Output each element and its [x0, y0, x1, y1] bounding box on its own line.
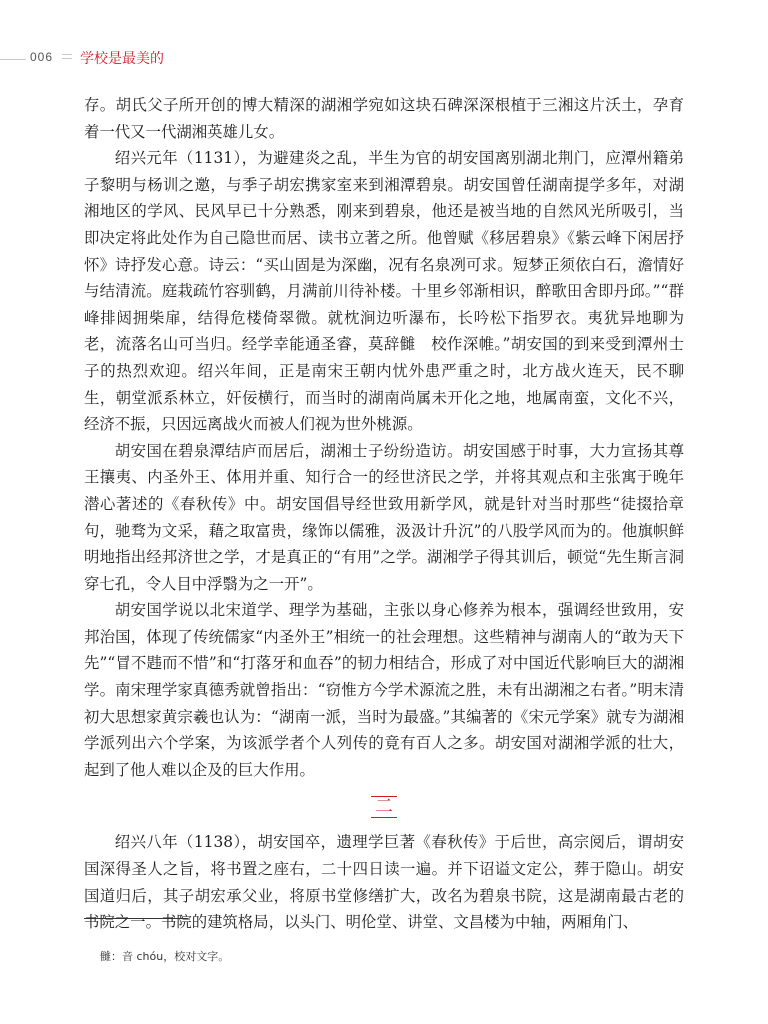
footnote: 雠：音 chóu，校对文字。	[100, 950, 230, 963]
footnote-rule	[84, 918, 188, 919]
running-header	[0, 48, 768, 70]
book-title: 学校是最美的	[80, 51, 164, 67]
header-divider-icon	[62, 54, 72, 64]
section-number	[84, 795, 684, 819]
body-text	[84, 92, 684, 936]
paragraph: 绍兴元年（1131），为避建炎之乱，半生为官的胡安国离别湖北荆门，应潭州籍弟子黎明与杨训之邀，与季子胡宏携家室来到湘潭碧泉。胡安国曾任湖南提学多年，对湖湘地区的学风、民风早已十分熟悉，刚来到碧泉，他还是被当地的自然风光所吸引，当即决定将此处作为自己隐世而居、读书立著之所。他曾赋《移居碧泉》《紫云峰下闲居抒怀》诗抒发心意。诗云：“买山固是为深幽，况有名泉冽可求。短梦正须依白石，澹情好与结清流。庭栽疏竹容驯鹤，月满前川待补楼。十里乡邻渐相识，醉歌田舍即丹邱。”“群峰排闼拥柴扉，结得危楼倚翠微。就枕涧边听瀑布，长吟松下指罗衣。夷犹异地聊为老，流落名山可当归。经学幸能通圣睿，莫辞雠 校作深帷。”胡安国的到来受到潭州士子的热烈欢迎。绍兴年间，正是南宋王朝内忧外患严重之时，北方战火连天，民不聊生，朝堂派系林立，奸佞横行，而当时的湖南尚属未开化之地，地属南蛮，文化不兴，经济不振，只因远离战火而被人们视为世外桃源。	[84, 149, 684, 434]
paragraph: 胡安国在碧泉潭结庐而居后，湖湘士子纷纷造访。胡安国感于时事，大力宣扬其尊王攘夷、内圣外王、体用并重、知行合一的经世济民之学，并将其观点和主张寓于晚年潜心著述的《春秋传》中。胡安国倡导经世致用新学风，就是针对当时那些“徒掇拾章句，驰骛为文采，藉之取富贵，缘饰以儒雅，汲汲计升沉”的八股学风而为的。他旗帜鲜明地指出经邦济世之学，才是真正的“有用”之学。湖湘学子得其训后，顿觉“先生斯言洞穿七孔，令人目中浮翳为之一开”。	[84, 441, 684, 593]
header-rule	[0, 59, 26, 60]
page-number: 006	[30, 50, 54, 64]
paragraph: 存。胡氏父子所开创的博大精深的湖湘学宛如这块石碑深深根植于三湘这片沃土，孕育着一代又一代湖湘英雄儿女。	[84, 96, 684, 141]
paragraph: 胡安国学说以北宋道学、理学为基础，主张以身心修养为根本，强调经世致用，安邦治国，体现了传统儒家“内圣外王”相统一的社会理想。这些精神与湖南人的“敢为天下先”“冒不韪而不惜”和“打落牙和血吞”的韧力相结合，形成了对中国近代影响巨大的湖湘学。南宋理学家真德秀就曾指出：“窃惟方今学术源流之胜，未有出湖湘之右者。”明末清初大思想家黄宗羲也认为：“湖南一派，当时为最盛。”其编著的《宋元学案》就专为湖湘学派列出六个学案，为该派学者个人列传的竟有百人之多。胡安国对湖湘学派的壮大，起到了他人难以企及的巨大作用。	[84, 601, 684, 779]
section-number-label: 二	[371, 796, 397, 818]
paragraph: 绍兴八年（1138），胡安国卒，遗理学巨著《春秋传》于后世，高宗阅后，谓胡安国深得圣人之旨，将书置之座右，二十四日读一遍。并下诏谥文定公，葬于隐山。胡安国道归后，其子胡宏承父业，将原书堂修缮扩大，改名为碧泉书院，这是湖南最古老的书院之一。书院的建筑格局，以头门、明伦堂、讲堂、文昌楼为中轴，两厢角门、	[84, 833, 684, 932]
